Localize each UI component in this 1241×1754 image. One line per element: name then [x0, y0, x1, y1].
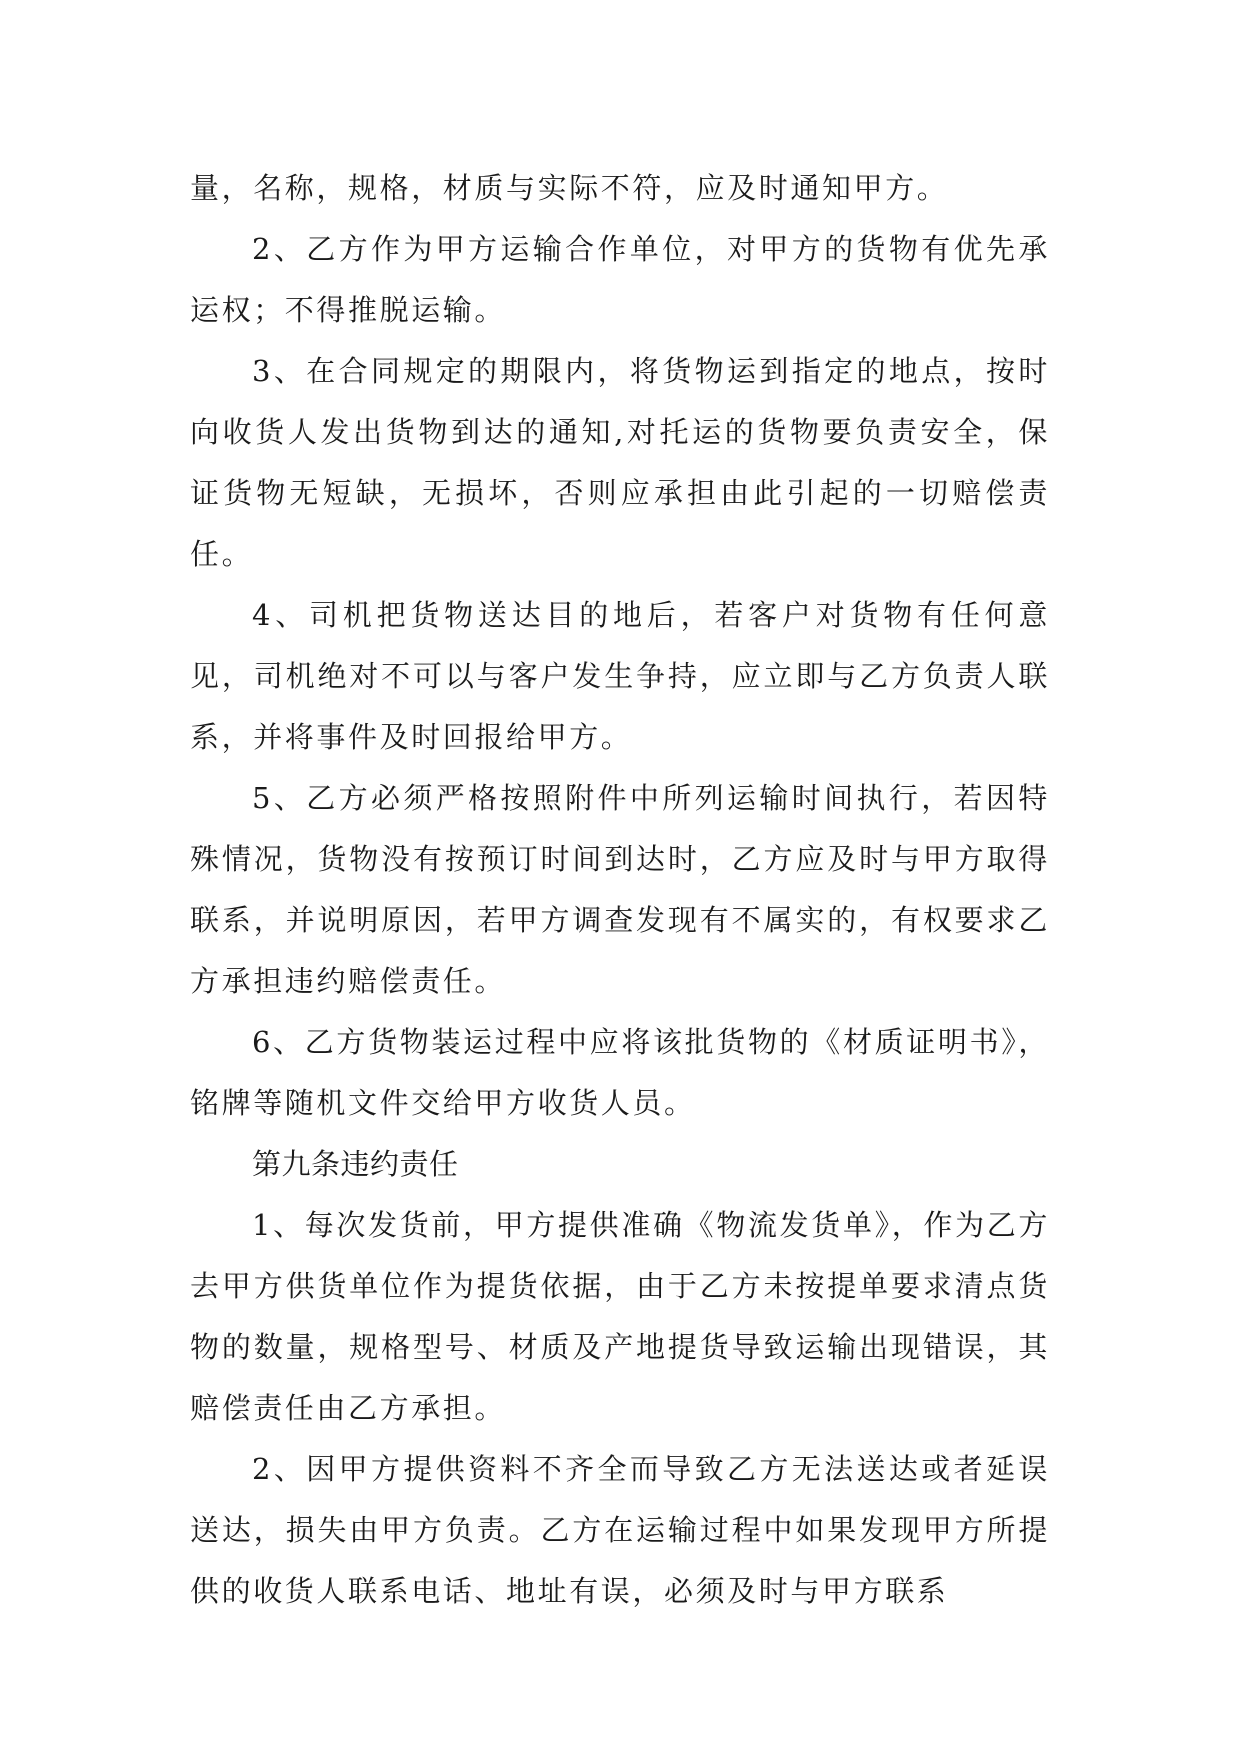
- paragraph-clause-3: 3、在合同规定的期限内，将货物运到指定的地点，按时向收货人发出货物到达的通知,对托运的货物要负责安全，保证货物无短缺，无损坏，否则应承担由此引起的一切赔偿责任。: [190, 354, 1050, 571]
- paragraph-clause-6: 6、乙方货物装运过程中应将该批货物的《材质证明书》，铭牌等随机文件交给甲方收货人员。: [190, 1025, 1050, 1120]
- paragraph-clause-4: 4、司机把货物送达目的地后，若客户对货物有任何意见，司机绝对不可以与客户发生争持，应立即与乙方负责人联系，并将事件及时回报给甲方。: [190, 598, 1050, 754]
- document-page: [190, 158, 1050, 1622]
- paragraph-clause-2: 2、乙方作为甲方运输合作单位，对甲方的货物有优先承运权；不得推脱运输。: [190, 232, 1050, 327]
- paragraph-liability-2: 2、因甲方提供资料不齐全而导致乙方无法送达或者延误送达，损失由甲方负责。乙方在运输过程中如果发现甲方所提供的收货人联系电话、地址有误，必须及时与甲方联系: [190, 1452, 1050, 1608]
- section-heading-article-9: 第九条违约责任: [252, 1147, 459, 1181]
- paragraph-liability-1: 1、每次发货前，甲方提供准确《物流发货单》，作为乙方去甲方供货单位作为提货依据，由于乙方未按提单要求清点货物的数量，规格型号、材质及产地提货导致运输出现错误，其赔偿责任由乙方承担。: [190, 1208, 1050, 1425]
- paragraph-clause-5: 5、乙方必须严格按照附件中所列运输时间执行，若因特殊情况，货物没有按预订时间到达时，乙方应及时与甲方取得联系，并说明原因，若甲方调查发现有不属实的，有权要求乙方承担违约赔偿责任。: [190, 781, 1050, 998]
- paragraph-continuation: 量，名称，规格，材质与实际不符，应及时通知甲方。: [190, 171, 949, 205]
